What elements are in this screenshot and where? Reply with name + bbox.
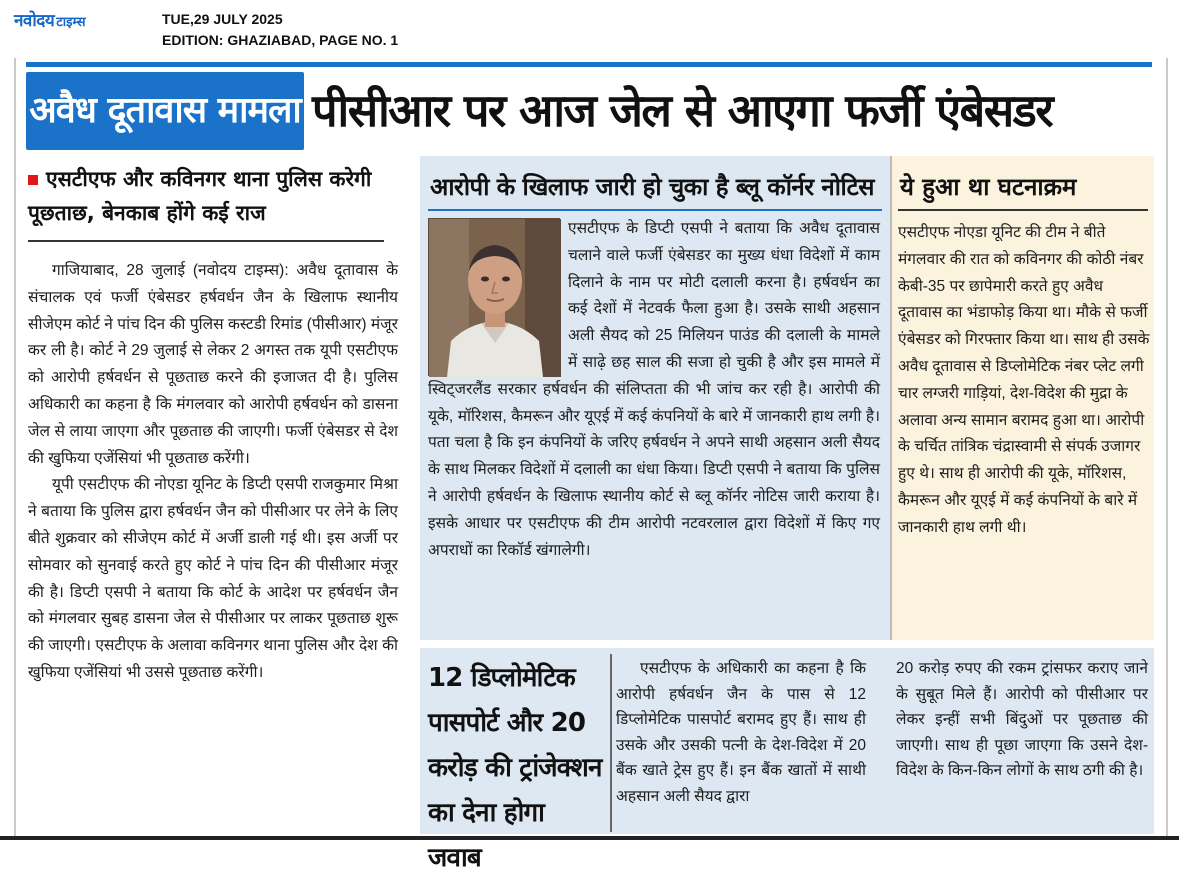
accused-photo[interactable]: [428, 218, 560, 376]
issue-date: TUE,29 JULY 2025: [162, 11, 283, 27]
passport-box-col1: [616, 656, 866, 810]
notice-box-title: आरोपी के खिलाफ जारी हो चुका है ब्लू कॉर्नर नोटिस: [430, 173, 874, 201]
column-divider: [610, 654, 612, 832]
logo-sub: टाइम्स: [56, 15, 86, 30]
headline-kicker: अवैध दूतावास मामला: [26, 72, 304, 150]
passport-box-heading: 12 डिप्लोमेटिक पासपोर्ट और 20 करोड़ की ट्रांजेक्शन का देना होगा जवाब: [428, 663, 602, 873]
logo-main: नवोदय: [14, 11, 55, 31]
newspaper-logo[interactable]: [14, 8, 86, 30]
person-portrait-icon: [429, 219, 561, 377]
main-story-body: [28, 258, 398, 687]
passport-box-col2: 20 करोड़ रुपए की रकम ट्रांसफर कराए जाने के सुबूत मिले हैं। आरोपी को पीसीआर पर लेकर इन्हीं सभी बिंदुओं पर पूछताछ की जाएगी। साथ ही पूछा जाएगा कि उसने देश-विदेश के किन-किन लोगों के साथ ठगी की है।: [896, 660, 1148, 780]
timeline-box-title: ये हुआ था घटनाक्रम: [900, 173, 1077, 201]
top-accent-rule: [26, 62, 1152, 67]
notice-title-rule: [428, 209, 882, 211]
edition-page: EDITION: GHAZIABAD, PAGE NO. 1: [162, 32, 399, 48]
notice-body-text: एसटीएफ के डिप्टी एसपी ने बताया कि अवैध दूतावास चलाने वाले फर्जी एंबेसडर का मुख्य धंधा विदेशों में काम दिलाने के नाम पर मोटी दलाली करना है। हर्षवर्धन का कई देशों में नेटवर्क फैला हुआ है। उसके साथी अहसान अली सैयद को 25 मिलियन पाउंड की दलाली के मामले में साढ़े छह साल की सजा हो चुकी है और इस मामले में स्विट्जरलैंड सरकार हर्षवर्धन की संलिप्तता की भी जांच कर रही है। आरोपी की यूके, मॉरिशस, कैमरून और यूएई में कई कंपनियों के बारे में जानकारी हाथ लगी है। पता चला है कि इन कंपनियों के जरिए हर्षवर्धन ने अपने साथी अहसान अली सैयद के साथ मिलकर विदेशों में दलाली का धंधा किया। डिप्टी एसपी ने बताया कि पुलिस ने आरोपी हर्षवर्धन के खिलाफ स्थानीय कोर्ट से ब्लू कॉर्नर नोटिस जारी कराया है। इसके आधार पर एसटीएफ की टीम आरोपी नटवरलाल द्वारा विदेशों में किए गए अपराधों का रिकॉर्ड खंगालेगी।: [428, 220, 880, 559]
page-headline: पीसीआर पर आज जेल से आएगा फर्जी एंबेसडर: [312, 84, 1053, 137]
page-border-left: [14, 58, 16, 840]
timeline-box-body: एसटीएफ नोएडा यूनिट की टीम ने बीते मंगलवार की रात को कविनगर की कोठी नंबर केबी-35 पर छापेमारी करते हुए अवैध दूतावास का भंडाफोड़ किया था। मौके से फर्जी एंबेसडर को गिरफ्तार किया था। साथ ही उसके अवैध दूतावास से डिप्लोमेटिक नंबर प्लेट लगी चार लग्जरी गाड़ियां, देश-विदेश की मुद्रा के अलावा अन्य सामान बरामद हुआ था। आरोपी के चर्चित तांत्रिक चंद्रास्वामी से संपर्क उजागर हुए थे। साथ ही आरोपी की यूके, मॉरिशस, कैमरून और यूएई में कई कंपनियों के बारे में जानकारी हाथ लगी थी।: [898, 224, 1150, 536]
subheading-rule: [28, 240, 384, 242]
edition-info: [162, 9, 398, 51]
subheading: [28, 162, 384, 230]
story-paragraph: गाजियाबाद, 28 जुलाई (नवोदय टाइम्स): अवैध दूतावास के संचालक एवं फर्जी एंबेसडर हर्षवर्धन जैन के खिलाफ स्थानीय सीजेएम कोर्ट ने पांच दिन की पुलिस कस्टडी रिमांड (पीसीआर) मंजूर कर ली है। कोर्ट ने 29 जुलाई से लेकर 2 अगस्त तक यूपी एसटीएफ को आरोपी हर्षवर्धन से पूछताछ करने की इजाजत दी है। पुलिस अधिकारी का कहना है कि मंगलवार को आरोपी हर्षवर्धन को डासना जेल से लाया जाएगा और पूछताछ की जाएगी। फर्जी एंबेसडर से देश की खुफिया एजेंसियां भी पूछताछ करेंगी।: [28, 262, 398, 467]
bullet-square-icon: [28, 175, 38, 185]
timeline-title-rule: [898, 209, 1148, 211]
masthead: [0, 0, 1179, 58]
page-border-right: [1166, 58, 1168, 840]
subheading-text: एसटीएफ और कविनगर थाना पुलिस करेगी पूछताछ, बेनकाब होंगे कई राज: [28, 167, 372, 225]
story-paragraph: यूपी एसटीएफ की नोएडा यूनिट के डिप्टी एसपी राजकुमार मिश्रा ने बताया कि पुलिस द्वारा हर्षवर्धन जैन को पीसीआर पर लेने के लिए बीते शुक्रवार को सीजेएम कोर्ट में अर्जी डाली गई थी। इस अर्जी पर सोमवार को सुनवाई करते हुए कोर्ट ने पांच दिन की पीसीआर मंजूर की है। डिप्टी एसपी ने बताया कि कोर्ट के आदेश पर हर्षवर्धन जैन को मंगलवार सुबह डासना जेल से पीसीआर पर लाकर पूछताछ शुरू की जाएगी। एसटीएफ के अलावा कविनगर थाना पुलिस और देश की खुफिया एजेंसियां भी उससे पूछताछ करेंगी।: [28, 476, 398, 681]
passport-col1-text: एसटीएफ के अधिकारी का कहना है कि आरोपी हर्षवर्धन जैन के पास से 12 डिप्लोमेटिक पासपोर्ट बरामद हुए हैं। साथ ही उसके और उसकी पत्नी के देश-विदेश में 20 बैंक खाते ट्रेस हुए हैं। इन बैंक खातों में साथी अहसान अली सैयद द्वारा: [616, 660, 866, 805]
